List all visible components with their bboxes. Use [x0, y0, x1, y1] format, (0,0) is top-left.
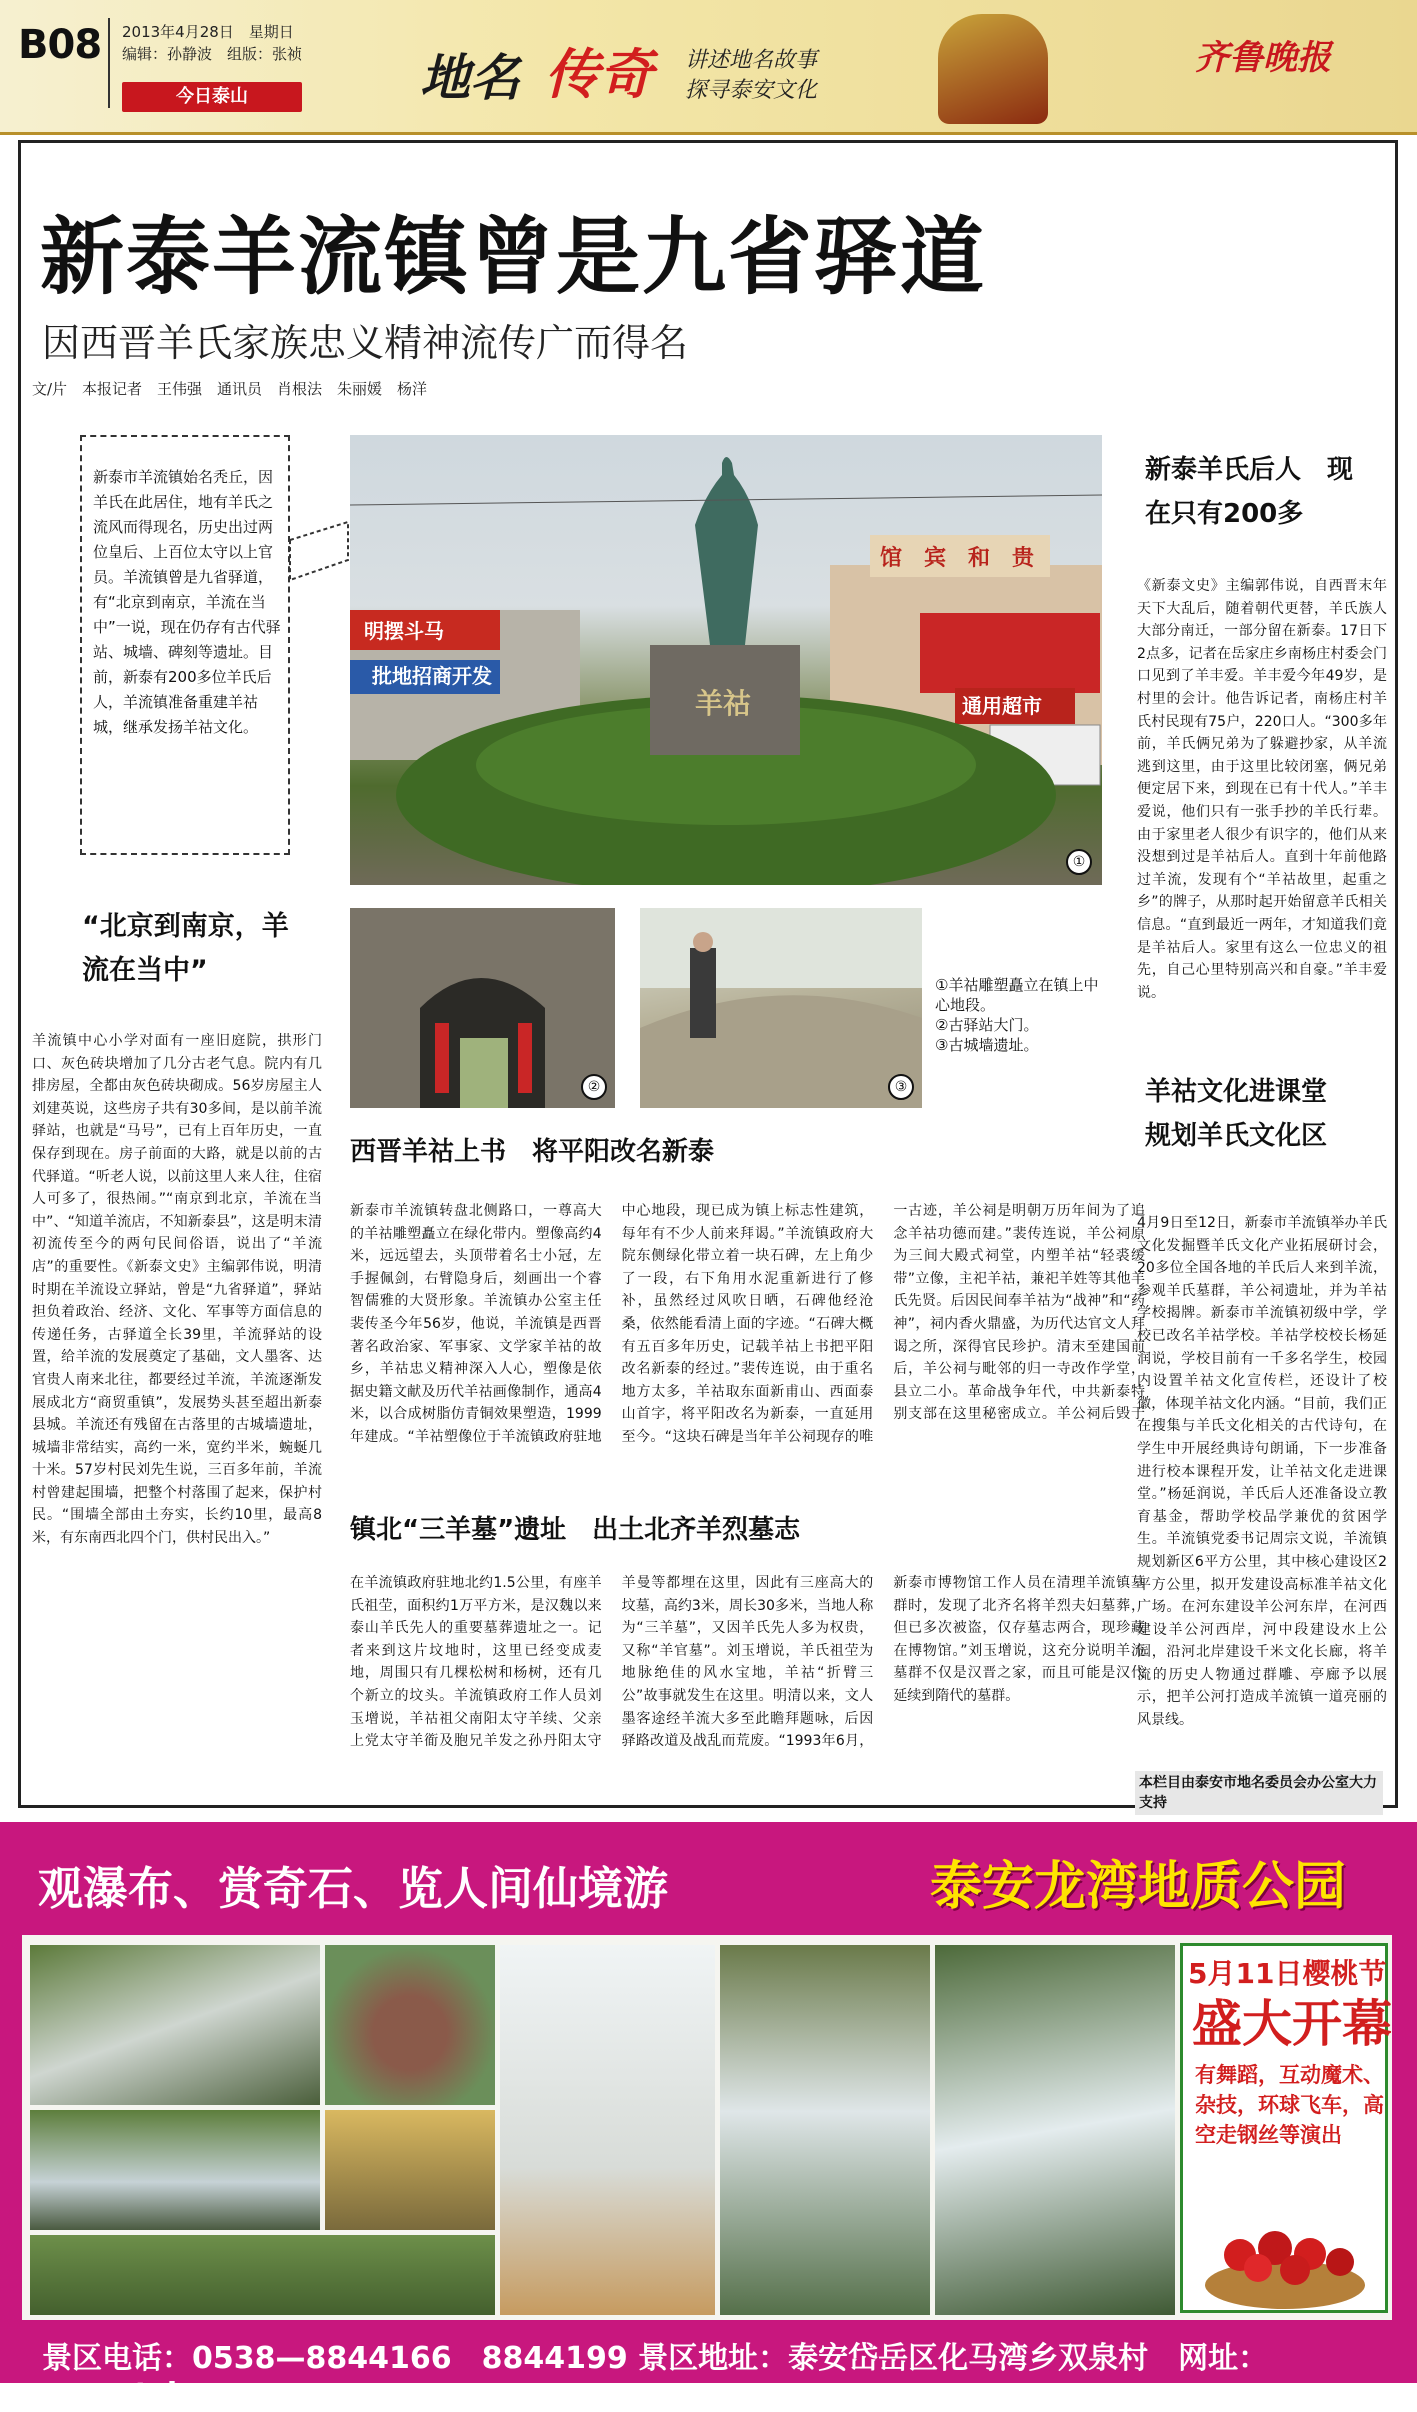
caption-3: ③古城墙遗址。 [935, 1036, 1039, 1054]
statue-photo [350, 435, 1102, 885]
shop-sign-4: 明摆斗马 [364, 619, 444, 643]
festival-date: 5月11日樱桃节 [1188, 1957, 1387, 1990]
earthen-wall [640, 995, 922, 1108]
slogan-line-2: 探寻泰安文化 [685, 78, 818, 103]
photo-captions [935, 975, 1105, 1055]
festival-main: 盛大开幕 [1192, 1995, 1392, 2053]
subheadline: 因西晋羊氏家族忠义精神流传广而得名 [42, 321, 689, 365]
section-heading-three-sheep-tomb: 镇北“三羊墓”遗址 出土北齐羊烈墓志 [350, 1515, 801, 1545]
section-label: 今日泰山 [122, 82, 302, 112]
shop-sign-3: 批地招商开发 [372, 664, 492, 688]
statue-figure [695, 457, 758, 645]
column-slogan [685, 46, 817, 106]
section-heading-beijing-nanjing: “北京到南京，羊流在当中” [82, 911, 289, 986]
plinth-inscription: 羊祜 [695, 687, 752, 720]
caption-1: ①羊祜雕塑矗立在镇上中心地段。 [935, 976, 1099, 1014]
ad-brand: 泰安龙湾地质公园 [930, 1857, 1347, 1917]
callout-arrow-icon [288, 520, 352, 600]
ruins-scene [640, 908, 922, 1108]
byline: 文/片 本报记者 王伟强 通讯员 肖根法 朱丽媛 杨洋 [32, 380, 428, 398]
slogan-line-1: 讲述地名故事 [685, 48, 818, 73]
courtyard-view [460, 1038, 508, 1108]
headline: 新泰羊流镇曾是九省驿道 [40, 208, 987, 306]
couplet-right [518, 1023, 532, 1093]
ad-waterfall-photo-1 [30, 1945, 320, 2105]
person-figure [690, 948, 716, 1038]
section-text-beijing-nanjing: 羊流镇中心小学对面有一座旧庭院，拱形门口、灰色砖块增加了几分古老气息。院内有几排房屋，全都由灰色砖块砌成。56岁房屋主人刘建英说，这些房子共有30多间，是以前羊流驿站，也就是“马号”，已有上百年历史，一直保存到现在。房子前面的大路，就是以前的古代驿道。“听老人说，以前这里人来人往，住宿人可多了，很热闹。”“南京到北京，羊流在当中”、“知道羊流店，不知新泰县”，这是明末清初流传至今的两句民间俗语，说出了“羊流店”的重要性。《新泰文史》主编郭伟说，明清时期在羊流设立驿站，曾是“九省驿道”，驿站担负着政治、经济、文化、军事等方面信息的传递任务，古驿道全长39里，羊流驿站的设置，给羊流的发展奠定了基础，文人墨客、达官贵人南来北往，都要经过羊流，羊流逐渐发展成北方“商贸重镇”，发展势头甚至超出新泰县城。羊流还有残留在古落里的古城墙遗址，城墙非常结实，高约一米，宽约半米，蜿蜒几十米。57岁村民刘先生说，三百多年前，羊流村曾建起围墙，把整个村落围了起来，保护村民。“围墙全部由土夯实，长约10里，最高8米，有东南西北四个门，供村民出入。” [32, 1033, 322, 1547]
red-shopfront [920, 613, 1100, 693]
person-head [693, 932, 713, 952]
page-number: B08 [18, 22, 102, 68]
section-text-descendants: 《新泰文史》主编郭伟说，自西晋末年天下大乱后，随着朝代更替，羊氏族人大部分南迁，一部分留在新泰。17日下2点多，记者在岳家庄乡南杨庄村委会门口见到了羊丰爱。羊丰爱今年49岁，是村里的会计。他告诉记者，南杨庄村羊氏村民现有75户，220口人。“300多年前，羊氏俩兄弟为了躲避抄家，从羊流逃到这里，由于这里比较闭塞，俩兄弟便定居下来，到现在已有十代人。”羊丰爱说，他们只有一张手抄的羊氏行辈。由于家里老人很少有识字的，他们从来没想到过是羊祜后人。直到十年前他路过羊流，发现有个“羊祜故里，起重之乡”的牌子，从那时起开始留意羊氏相关信息。“直到最近一两年，才知道我们竟是羊祜后人。家里有这么一位忠义的祖先，自己心里特别高兴和自豪。”羊丰爱说。 [1137, 578, 1387, 1001]
wall-ruins-photo [640, 908, 922, 1108]
photo-number-3: ③ [888, 1074, 914, 1100]
ad-waterfall-photo-3 [720, 1945, 930, 2315]
festival-detail: 有舞蹈，互动魔术、杂技，环球飞车，高空走钢丝等演出 [1195, 2063, 1384, 2147]
ad-forest-photo [30, 2235, 495, 2315]
statue-scene [350, 435, 1102, 885]
photo-number-1: ① [1066, 849, 1092, 875]
editor-credit: 编辑：孙静波 组版：张祯 [122, 45, 303, 63]
station-gate-photo [350, 908, 615, 1108]
caption-2: ②古驿站大门。 [935, 1016, 1039, 1034]
ad-waterfall-photo-2 [30, 2110, 320, 2230]
stone-tablet-image [938, 14, 1048, 124]
ad-pavilion-photo [325, 2110, 495, 2230]
column-credit: 本栏目由泰安市地名委员会办公室大力支持 [1135, 1771, 1383, 1815]
shop-sign-2: 通用超市 [962, 694, 1042, 718]
newspaper-logo: 齐鲁晚报 [1195, 38, 1331, 78]
section-heading-descendants: 新泰羊氏后人 现在只有200多 [1145, 455, 1354, 529]
column-logo-part1: 地名 [420, 48, 520, 107]
intro-text: 新泰市羊流镇始名秃丘，因羊氏在此居住，地有羊氏之流风而得现名，历史出过两位皇后、上百位太守以上官员。羊流镇曾是九省驿道，有“北京到南京，羊流在当中”一说，现在仍存有古代驿站、城墙、碑刻等遗址。目前，新泰有200多位羊氏后人，羊流镇准备重建羊祜城，继承发扬羊祜文化。 [93, 468, 281, 736]
cherry-basket-icon [1200, 2210, 1370, 2310]
ad-stone-pillar-photo [500, 1945, 715, 2315]
ad-waterfall-photo-4 [935, 1945, 1175, 2315]
section-text-three-sheep-tomb: 在羊流镇政府驻地北约1.5公里，有座羊氏祖茔，面积约1万平方米，是汉魏以来泰山羊氏先人的重要墓葬遗址之一。记者来到这片坟地时，这里已经变成麦地，周围只有几棵松树和杨树，还有几个新立的坟头。羊流镇政府工作人员刘玉增说，羊祜祖父南阳太守羊续、父亲上党太守羊衜及胞兄羊发之孙丹阳太守羊曼等都埋在这里，因此有三座高大的坟墓，高约3米，周长30多米，当地人称为“三羊墓”，又因羊氏先人多为权贵，又称“羊官墓”。刘玉增说，羊氏祖茔为地脉绝佳的风水宝地，羊祜“折臂三公”故事就发生在这里。明清以来，文人墨客途经羊流大多至此瞻拜题咏，后因驿路改道及战乱而荒废。“1993年6月，新泰市博物馆工作人员在清理羊流镇墓群时，发现了北齐名将羊烈夫妇墓葬，但已多次被盗，仅存墓志两合，现珍藏在博物馆。”刘玉增说，这充分说明羊流墓群不仅是汉晋之家，而且可能是汉代延续到隋代的墓群。 [350, 1575, 1145, 1750]
photo-number-2: ② [581, 1074, 607, 1100]
gate-scene [350, 908, 615, 1108]
shop-sign-1: 馆 宾 和 贵 [880, 546, 1035, 571]
ad-contact: 景区电话：0538—8844166 8844199 景区地址：泰安岱岳区化马湾乡双泉村 网址：www.tslongwan.com [42, 2341, 1269, 2412]
ad-title: 观瀑布、赏奇石、览人间仙境游 [38, 1862, 669, 1915]
section-heading-yanghu-petition: 西晋羊祜上书 将平阳改名新泰 [350, 1137, 715, 1167]
sky [640, 908, 922, 988]
issue-date: 2013年4月28日 星期日 [122, 23, 294, 41]
ad-rock-photo [325, 1945, 495, 2105]
section-heading-culture-class: 羊祜文化进课堂 规划羊氏文化区 [1145, 1077, 1354, 1151]
header-divider [108, 18, 110, 108]
section-text-culture-class: 4月9日至12日，新泰市羊流镇举办羊氏文化发掘暨羊氏文化产业拓展研讨会，20多位全国各地的羊氏后人来到羊流，参观羊氏墓群，羊公祠遗址，并为羊祜学校揭牌。新泰市羊流镇初级中学，学校已改名羊祜学校。羊祜学校校长杨延润说，学校目前有一千多名学生，校园内设置羊祜文化宣传栏，还设计了校徽，体现羊祜文化内涵。“目前，我们正在搜集与羊氏文化相关的古代诗句，在学生中开展经典诗句朗诵，下一步准备进行校本课程开发，让羊祜文化走进课堂。”杨延润说，羊氏后人还准备设立教育基金，帮助学校品学兼优的贫困学生。羊流镇党委书记周宗文说，羊流镇规划新区6平方公里，其中核心建设区2平方公里，拟开发建设高标准羊祜文化广场。在河东建设羊公河东岸，在河西建设羊公河西岸，河中段建设水上公园，沿河北岸建设千米文化长廊，将羊流的历史人物通过群雕、亭廊予以展示，把羊公河打造成羊流镇一道亮丽的风景线。 [1137, 1215, 1387, 1729]
couplet-left [435, 1023, 449, 1093]
column-logo-part2: 传奇 [545, 42, 653, 106]
section-text-yanghu-petition: 新泰市羊流镇转盘北侧路口，一尊高大的羊祜雕塑矗立在绿化带内。塑像高约4米，远远望去，头顶带着名士小冠，左手握佩剑，右臂隐身后，刻画出一个睿智儒雅的大贤形象。羊流镇办公室主任裴传圣今年56岁，他说，羊流镇是西晋著名政治家、军事家、文学家羊祜的故乡，羊祜忠义精神深入人心，塑像是依据史籍文献及历代羊祜画像制作，通高4米，以合成树脂仿青铜效果塑造，1999年建成。“羊祜塑像位于羊流镇政府驻地中心地段，现已成为镇上标志性建筑，每年有不少人前来拜谒。”羊流镇政府大院东侧绿化带立着一块石碑，左上角少了一段，右下角用水泥重新进行了修补，虽然经过风吹日晒，石碑他经沧桑，依然能看清上面的字迹。“石碑大概有五百多年历史，记载羊祜上书把平阳改名新泰的经过。”裴传连说，由于重名地方太多，羊祜取东面新甫山、西面泰山首字，将平阳改名为新泰，一直延用至今。“这块石碑是当年羊公祠现存的唯一古迹，羊公祠是明朝万历年间为了追念羊祜功德而建。”裴传连说，羊公祠原为三间大殿式祠堂，内塑羊祜“轻裘缓带”立像，主祀羊祜，兼祀羊姓等其他羊氏先贤。后因民间奉羊祜为“战神”和“药神”，祠内香火鼎盛，为历代达官文人拜谒之所，深得官民珍护。清末至建国前后，羊公祠与毗邻的归一寺改作学堂，县立二小。革命战争年代，中共新泰特别支部在这里秘密成立。羊公祠后毁于 [350, 1203, 1145, 1445]
